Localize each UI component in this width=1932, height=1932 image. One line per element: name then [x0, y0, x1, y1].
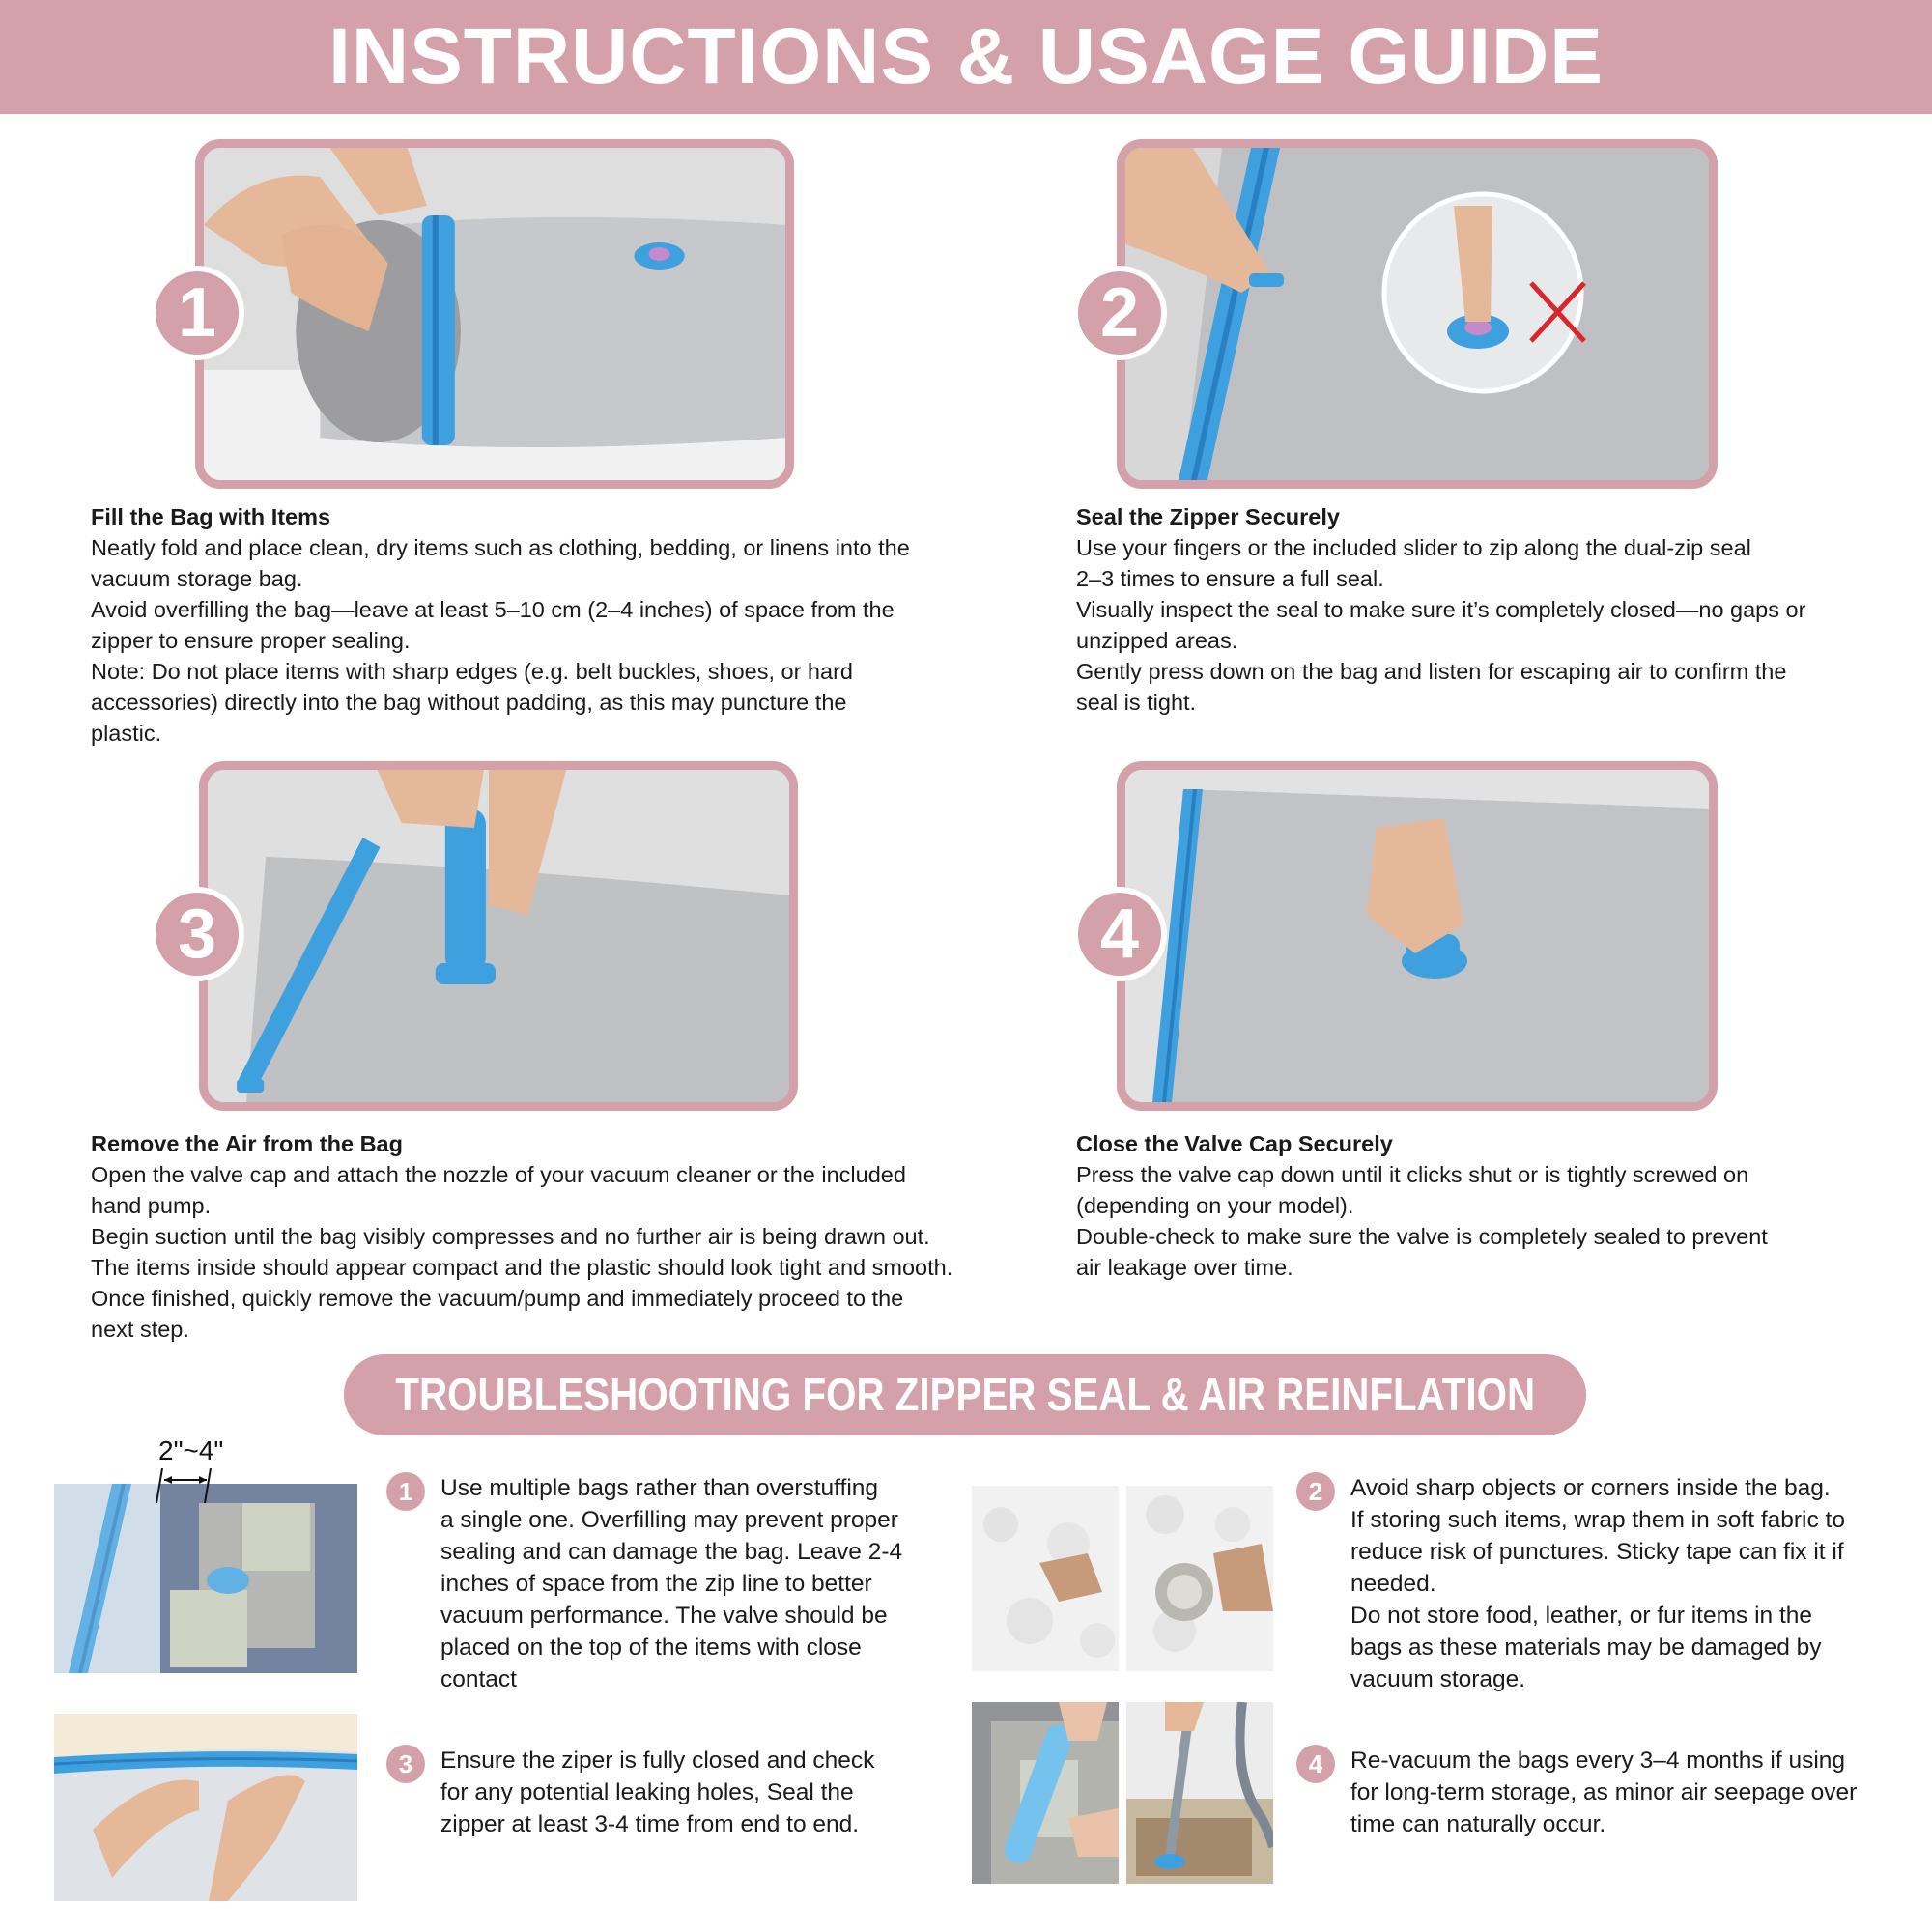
tip-2-number-badge: 2: [1296, 1472, 1335, 1511]
step-3-number-badge: 3: [150, 887, 244, 981]
step-1-number-badge: 1: [150, 266, 244, 360]
tip-4-text: Re-vacuum the bags every 3–4 months if using for long-term storage, as minor air seepage over time can naturally occur.: [1350, 1747, 1858, 1837]
step-4-text: Close the Valve Cap Securely Press the valve cap down until it clicks shut or is tightly screwed on (depending on your model). Double-check to make sure the valve is completely sealed to prevent air leakage over time.: [1076, 1128, 1907, 1283]
step-1-photo: [195, 139, 794, 489]
tip-4-photo-left: [972, 1702, 1119, 1884]
troubleshooting-banner: [344, 1354, 1586, 1435]
step-4-title: Close the Valve Cap Securely: [1076, 1131, 1393, 1156]
step-2-title: Seal the Zipper Securely: [1076, 504, 1340, 529]
step-4-photo: [1117, 761, 1718, 1111]
tip-3-number-badge: 3: [386, 1745, 425, 1783]
page-title: INSTRUCTIONS & USAGE GUIDE: [328, 13, 1604, 100]
step-2-number-badge: 2: [1072, 266, 1167, 360]
tip-4-photo-right: [1126, 1702, 1273, 1884]
step-3-photo: [199, 761, 798, 1111]
tip-4-number-badge: 4: [1296, 1745, 1335, 1783]
dimension-label: 2"~4": [158, 1435, 224, 1465]
step-1-text: Fill the Bag with Items Neatly fold and place clean, dry items such as clothing, bedding, or linens into the vacuum storage bag. Avoid overfilling the bag—leave at least 5–10 cm (2–4 inches) of space from the zipper to ensure proper sealing. Note: Do not place items with sharp edges (e.g. belt buckles, shoes, or hard accessories) directly into the bag without padding, as this may puncture the plastic.: [91, 501, 1018, 749]
troubleshooting-title: TROUBLESHOOTING FOR ZIPPER SEAL & AIR REINFLATION: [395, 1369, 1535, 1421]
tip-2-photo-right: [1126, 1486, 1273, 1671]
step-3-text: Remove the Air from the Bag Open the valve cap and attach the nozzle of your vacuum cleaner or the included hand pump. Begin suction until the bag visibly compresses and no further air is being drawn out. The items inside should appear compact and the plastic should look tight and smooth. Once finished, quickly remove the vacuum/pump and immediately proceed to the next step.: [91, 1128, 1037, 1345]
step-3-title: Remove the Air from the Bag: [91, 1131, 403, 1156]
step-2-photo: [1117, 139, 1718, 489]
tip-2-text: Avoid sharp objects or corners inside the bag. If storing such items, wrap them in soft fabric to reduce risk of punctures. Sticky tape can fix it if needed. Do not store food, leather, or fur items in the bags as these materials may be damaged by vacuum storage.: [1350, 1475, 1845, 1692]
tip-2-photo-left: [972, 1486, 1119, 1671]
step-2-text: Seal the Zipper Securely Use your fingers or the included slider to zip along the dual-zip seal 2–3 times to ensure a full seal. Visually inspect the seal to make sure it’s completely closed—no gaps or unzipped areas. Gently press down on the bag and listen for escaping air to confirm the seal is tight.: [1076, 501, 1907, 718]
header-banner: [0, 0, 1932, 114]
tip-1-photo: [54, 1484, 357, 1673]
tip-3-photo: [54, 1714, 357, 1901]
step-1-title: Fill the Bag with Items: [91, 504, 331, 529]
tip-3-text: Ensure the ziper is fully closed and check for any potential leaking holes, Seal the zipper at least 3-4 time from end to end.: [440, 1747, 875, 1837]
step-4-number-badge: 4: [1072, 887, 1167, 981]
dimension-arrow-icon: [155, 1466, 222, 1505]
tip-1-text: Use multiple bags rather than overstuffing a single one. Overfilling may prevent proper sealing and can damage the bag. Leave 2-4 inches of space from the zip line to better vacuum performance. The valve should be placed on the top of the items with close contact: [440, 1475, 903, 1692]
tip-1-number-badge: 1: [386, 1472, 425, 1511]
